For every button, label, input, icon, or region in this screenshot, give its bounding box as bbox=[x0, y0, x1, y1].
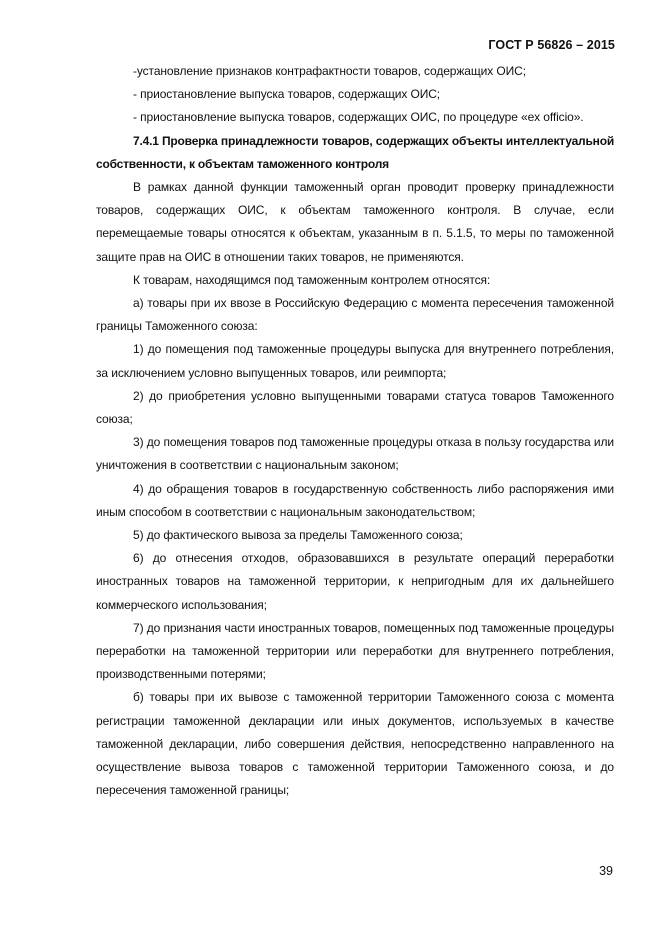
list-item: 1) до помещения под таможенные процедуры выпуска для внутреннего потребления, за исключением условно выпущенных товаров, или реимпорта; bbox=[96, 342, 614, 380]
paragraph: - приостановление выпуска товаров, содержащих ОИС, по процедуре «ex officio». bbox=[133, 110, 584, 125]
list-item: 6) до отнесения отходов, образовавшихся в результате операций переработки иностранных товаров на таможенной территории, к непригодным для их дальнейшего коммерческого использования; bbox=[96, 551, 614, 612]
paragraph: -установление признаков контрафактности товаров, содержащих ОИС; bbox=[133, 64, 526, 78]
list-item: 2) до приобретения условно выпущенными товарами статуса товаров Таможенного союза; bbox=[96, 388, 614, 427]
paragraph: В рамках данной функции таможенный орган проводит проверку принадлежности товаров, содержащих ОИС, к объектам таможенного контроля. В случае, если перемещаемые товары относятся к объектам, указанным в п. 5.1.5, то меры по таможенной защите прав на ОИС в отношении таких товаров, не применяются. bbox=[96, 180, 614, 264]
document-header: ГОСТ Р 56826 – 2015 bbox=[488, 38, 615, 52]
list-item: 3) до помещения товаров под таможенные процедуры отказа в пользу государства или уничтожения в соответствии с национальным законом; bbox=[96, 435, 614, 473]
list-item: 4) до обращения товаров в государственную собственность либо распоряжения ими иным способом в соответствии с национальным законодательством; bbox=[96, 481, 614, 519]
section-heading: 7.4.1 Проверка принадлежности товаров, содержащих объекты интеллектуальной собственности, к объектам таможенного контроля bbox=[96, 133, 614, 171]
list-item: 5) до фактического вывоза за пределы Таможенного союза; bbox=[133, 528, 463, 543]
paragraph: К товарам, находящимся под таможенным контролем относятся: bbox=[133, 272, 491, 287]
paragraph: - приостановление выпуска товаров, содержащих ОИС; bbox=[133, 87, 441, 102]
document-body bbox=[96, 60, 614, 803]
page-number: 39 bbox=[599, 864, 613, 878]
list-item: б) товары при их вывозе с таможенной территории Таможенного союза с момента регистрации таможенной декларации или иных документов, используемых в качестве таможенной декларации, либо совершения действия, непосредственно направленного на осуществление вывоза товаров с таможенной территории Таможенного союза, и до пересечения таможенной границы; bbox=[96, 690, 614, 798]
list-item: 7) до признания части иностранных товаров, помещенных под таможенные процедуры переработки на таможенной территории или переработки для внутреннего потребления, производственными потерями; bbox=[96, 620, 614, 682]
list-item: а) товары при их ввозе в Российскую Федерацию с момента пересечения таможенной границы Таможенного союза: bbox=[96, 296, 614, 334]
